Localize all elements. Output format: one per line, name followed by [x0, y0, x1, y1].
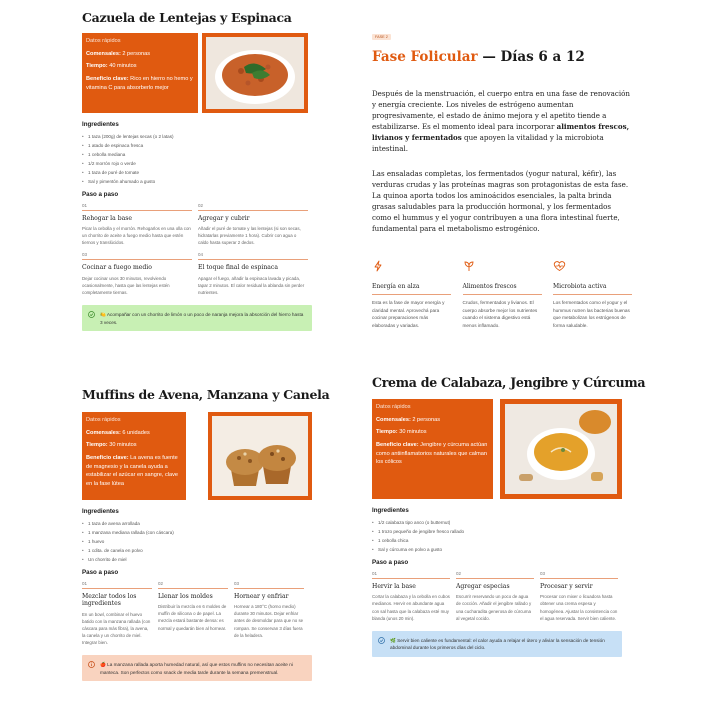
step-title: Agregar y cubrir: [198, 214, 250, 222]
step: [198, 203, 308, 247]
ingredient-item: • Un chorrito de miel: [82, 556, 312, 565]
time-value: 40 minutos: [109, 63, 137, 70]
recipe-title: Cazuela de Lentejas y Espinaca: [82, 10, 292, 25]
ingredient-item: • 1 cebolla mediana: [82, 151, 312, 160]
time-row: Tiempo: 30 minutos: [376, 429, 427, 436]
benefit-value: La avena es fuente de magnesio y la canela ayuda a estabilizar el azúcar en sangre, clave en la fase lútea: [86, 454, 179, 487]
servings-row: Comensales: 2 personas: [376, 416, 441, 423]
lightning-icon: [372, 259, 451, 271]
steps-heading: Paso a paso: [82, 190, 119, 198]
ingredient-item: • 1 taza (200g) de lentejas secas (o 2 latas): [82, 133, 312, 142]
benefit-value: Rico en hierro no hemo y vitamina C para absorberlo mejor: [86, 75, 193, 91]
servings-value: 6 unidades: [122, 429, 150, 436]
time-value: 30 minutos: [399, 429, 427, 436]
servings-row: Comensales: 2 personas: [86, 50, 151, 57]
phase-tag: FASE 2: [372, 34, 391, 40]
step-text: Apagar el fuego, añadir la espinaca lavada y picada, tapar 2 minutos. El calor residual la ablanda sin perder nutrientes.: [198, 276, 305, 296]
steps-heading: Paso a paso: [372, 558, 409, 566]
step-number: 02: [456, 571, 534, 579]
ingredients-heading: Ingredientes: [82, 121, 119, 128]
time-row: Tiempo: 40 minutos: [86, 63, 137, 70]
feature-text: Crudos, fermentados y livianos. El cuerpo absorbe mejor los nutrientes cuando el sistema digestivo está menos inflamado.: [462, 299, 538, 329]
ingredient-item: • 1 taza de puré de tomate: [82, 169, 312, 178]
time-value: 30 minutos: [109, 442, 137, 449]
quick-facts-label: Datos rápidos: [86, 38, 121, 44]
features-row: [372, 259, 632, 330]
recipe-hero: [372, 399, 622, 499]
phase-title: [372, 49, 632, 65]
feature-alimentos: [463, 259, 542, 330]
step-text: En un bowl, combinar el huevo batido con la manzana rallada (con cáscara para más fibra), la avena, la canela y un chorrito de miel. Integrar bien.: [82, 611, 151, 646]
phase-highlight: alimentos frescos, livianos y fermentados: [372, 121, 630, 142]
leaf-icon: [378, 637, 385, 644]
benefit-value: Jengibre y cúrcuma actúan como antiinflamatorios naturales que calman los cólicos: [376, 441, 488, 466]
phase-title-accent: Fase Folicular: [372, 49, 478, 65]
feature-energia: [372, 259, 451, 330]
tip-text: 🍎 La manzana rallada aporta humedad natural, así que estos muffins no necesitan aceite ni manteca. Son perfectos como snack de media tarde durante la semana premenstrual.: [100, 662, 293, 675]
quick-facts-panel: [82, 412, 186, 500]
recipe-crema-calabaza: [372, 375, 646, 657]
step-title: Agregar especias: [456, 582, 510, 590]
recipe-photo: [500, 399, 622, 499]
feature-text: Los fermentados como el yogur y el hummus nutren las bacterias buenas que metabolizan los estrógenos de forma saludable.: [553, 299, 630, 329]
step-text: Añadir el puré de tomate y las lentejas (si son secas, hidratarlas previamente 1 hora). Cubrir con agua o caldo hasta superar 2 dedos.: [198, 226, 301, 246]
heart-pulse-icon: [553, 259, 632, 271]
step-title: El toque final de espinaca: [198, 264, 278, 272]
recipe-hero: [82, 412, 312, 500]
steps-grid: [372, 571, 622, 622]
ingredient-item: • 1 trozo pequeño de jengibre fresco rallado: [372, 528, 622, 537]
step-title: Hervir la base: [372, 582, 416, 590]
step-text: Cortar la calabaza y la cebolla en cubos medianos. Hervir en abundante agua con sal hasta que la calabaza esté muy blanda (unos 20 min).: [372, 594, 450, 621]
ingredients-list: [82, 133, 312, 187]
tip-box: [82, 305, 312, 331]
step-title: Cocinar a fuego medio: [82, 264, 152, 272]
step: [158, 581, 228, 646]
muffins-image: [212, 416, 308, 496]
recipe-hero: [82, 33, 312, 113]
ingredients-heading: Ingredientes: [82, 508, 119, 515]
step-text: Procesar con mixer o licuadora hasta obtener una crema espesa y homogénea. Ajustar la consistencia con el agua reservada. Servir bien caliente.: [540, 594, 618, 621]
step-number: 03: [540, 571, 618, 579]
ingredient-item: • 1/2 calabaza tipo anco (o butternut): [372, 519, 622, 528]
steps-grid: [82, 581, 312, 646]
ingredient-item: • 1 manzana mediana rallada (con cáscara): [82, 529, 312, 538]
step-title: Hornear y enfriar: [234, 592, 289, 600]
steps-grid: [82, 203, 312, 297]
step-number: 01: [82, 581, 152, 589]
step-title: Procesar y servir: [540, 582, 593, 590]
step-number: 02: [198, 203, 308, 211]
feature-title: Alimentos frescos: [463, 283, 542, 295]
step-title: Rehogar la base: [82, 214, 132, 222]
tip-text: 🌿 Servir bien caliente es fundamental: el calor ayuda a relajar el útero y aliviar la sensación de tensión abdominal durante los primeros días del ciclo.: [390, 637, 605, 651]
check-circle-icon: [88, 311, 95, 318]
ingredient-item: • 1 cebolla chica: [372, 537, 622, 546]
servings-value: 2 personas: [122, 50, 151, 57]
servings-row: Comensales: 6 unidades: [86, 429, 150, 436]
quick-facts-panel: [372, 399, 493, 499]
recipe-muffins: [82, 387, 330, 681]
ingredient-item: • 1 huevo: [82, 538, 312, 547]
ingredient-item: • 1/2 morrón rojo o verde: [82, 160, 312, 169]
feature-title: Energía en alza: [372, 283, 451, 295]
step: [372, 571, 450, 622]
ingredient-item: • 1 cdita. de canela en polvo: [82, 547, 312, 556]
step: [234, 581, 304, 646]
ingredient-item: • 1 atado de espinaca fresca: [82, 142, 312, 151]
quick-facts-label: Datos rápidos: [376, 404, 411, 410]
ingredients-list: [372, 519, 622, 555]
step-number: 03: [234, 581, 304, 589]
step-text: Escurrir reservando un poco de agua de cocción. Añadir el jengibre rallado y una cucharadita generosa de cúrcuma al vegetal cocido.: [456, 594, 532, 621]
benefit-row: Beneficio clave: Rico en hierro no hemo y vitamina C para absorberlo mejor: [86, 75, 193, 91]
benefit-row: Beneficio clave: La avena es fuente de magnesio y la canela ayuda a estabilizar el azúcar en sangre, clave en la fase lútea: [86, 454, 179, 487]
feature-microbiota: [553, 259, 632, 330]
step: [82, 203, 192, 247]
recipe-lentejas: [82, 10, 312, 331]
step-number: 04: [198, 252, 308, 260]
sprout-icon: [463, 259, 542, 271]
step-number: 03: [82, 252, 192, 260]
feature-title: Microbiota activa: [553, 283, 632, 295]
ingredient-item: • Sal y pimentón ahumado a gusto: [82, 178, 312, 187]
recipe-photo: [208, 412, 312, 500]
step: [82, 581, 152, 646]
info-circle-icon: [88, 661, 95, 668]
phase-paragraph-2: Las ensaladas completas, los fermentados (yogur natural, kéfir), las verduras crudas y las proteínas magras son protagonistas de esta fase. La quinoa aporta todos los aminoácidos esenciales, la palta brinda grasas saludables para la producción hormonal, y los fermentados como el hummus y el yogur contribuyen a una flora intestinal fuerte, fundamental para el metabolismo estrogénico.: [372, 168, 629, 233]
step-text: Distribuir la mezcla en 6 moldes de muffin de silicona o de papel. La mezcla estará bastante densa: es normal y quedarán bien al hornear.: [158, 604, 227, 631]
recipe-title: Crema de Calabaza, Jengibre y Cúrcuma: [372, 375, 646, 390]
ingredients-heading: Ingredientes: [372, 507, 409, 514]
recipe-photo: [202, 33, 308, 113]
phase-title-rest: — Días 6 a 12: [477, 49, 585, 65]
recipe-title: Muffins de Avena, Manzana y Canela: [82, 387, 330, 402]
steps-heading: Paso a paso: [82, 568, 119, 576]
step-text: Picar la cebolla y el morrón. Rehogarlos en una olla con un chorrito de aceite a fuego medio hasta que estén tiernos y translúcidos.: [82, 226, 191, 246]
ingredient-item: • Sal y cúrcuma en polvo a gusto: [372, 546, 622, 555]
step-number: 01: [82, 203, 192, 211]
lentil-stew-image: [206, 37, 304, 109]
tip-text: 🍋 Acompañar con un chorrito de limón o un poco de naranja mejora la absorción del hierro hasta 3 veces.: [100, 312, 304, 325]
quick-facts-panel: [82, 33, 198, 113]
step-text: Hornear a 180°C (horno medio) durante 30 minutos. Dejar enfriar antes de desmoldar para que no se rompan. Se conservan 3 días fuera de la heladera.: [234, 604, 304, 638]
step-title: Mezclar todos los ingredientes: [82, 592, 137, 608]
step: [82, 252, 192, 296]
step: [198, 252, 308, 296]
servings-value: 2 personas: [412, 416, 441, 423]
benefit-row: Beneficio clave: Jengibre y cúrcuma actúan como antiinflamatorios naturales que calman los cólicos: [376, 441, 488, 466]
step-title: Llenar los moldes: [158, 592, 213, 600]
tip-box: [82, 655, 312, 681]
ingredient-item: • 1 taza de avena arrollada: [82, 520, 312, 529]
feature-text: Esta es la fase de mayor energía y claridad mental. Aprovechá para cocinar preparaciones más elaboradas y variadas.: [372, 299, 445, 329]
step: [456, 571, 534, 622]
phase-section: [372, 25, 632, 330]
pumpkin-soup-image: [505, 404, 617, 494]
ingredients-list: [82, 520, 312, 565]
step-number: 02: [158, 581, 228, 589]
phase-paragraph-1: Después de la menstruación, el cuerpo entra en una fase de renovación y energía creciente. Los niveles de estrógeno aumentan progresivamente, el estado de ánimo mejora y el apetito tiende a estabilizarse. Es el momento ideal para incorporar alimentos frescos, livianos y fermentados que apoyen la vitalidad y la microbiota intestinal.: [372, 89, 630, 153]
quick-facts-label: Datos rápidos: [86, 417, 121, 423]
step: [540, 571, 618, 622]
step-text: Dejar cocinar unos 30 minutos, revolviendo ocasionalmente, hasta que las lentejas estén completamente tiernas.: [82, 276, 170, 296]
time-row: Tiempo: 30 minutos: [86, 442, 137, 449]
step-number: 01: [372, 571, 450, 579]
tip-box: [372, 631, 622, 657]
